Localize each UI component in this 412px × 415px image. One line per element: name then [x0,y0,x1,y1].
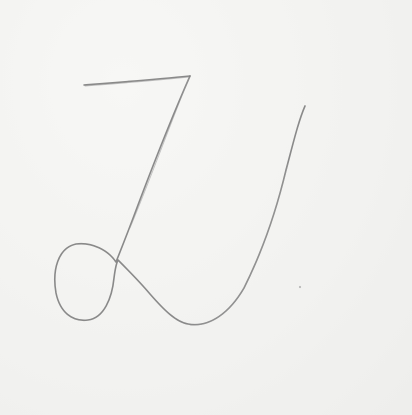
main-letter-stroke [55,76,305,325]
top-bar-stroke [84,76,190,85]
graphite-speck [299,286,301,288]
texture-stroke-2 [130,78,189,228]
texture-stroke [85,77,189,86]
texture-stroke-3 [190,164,288,325]
